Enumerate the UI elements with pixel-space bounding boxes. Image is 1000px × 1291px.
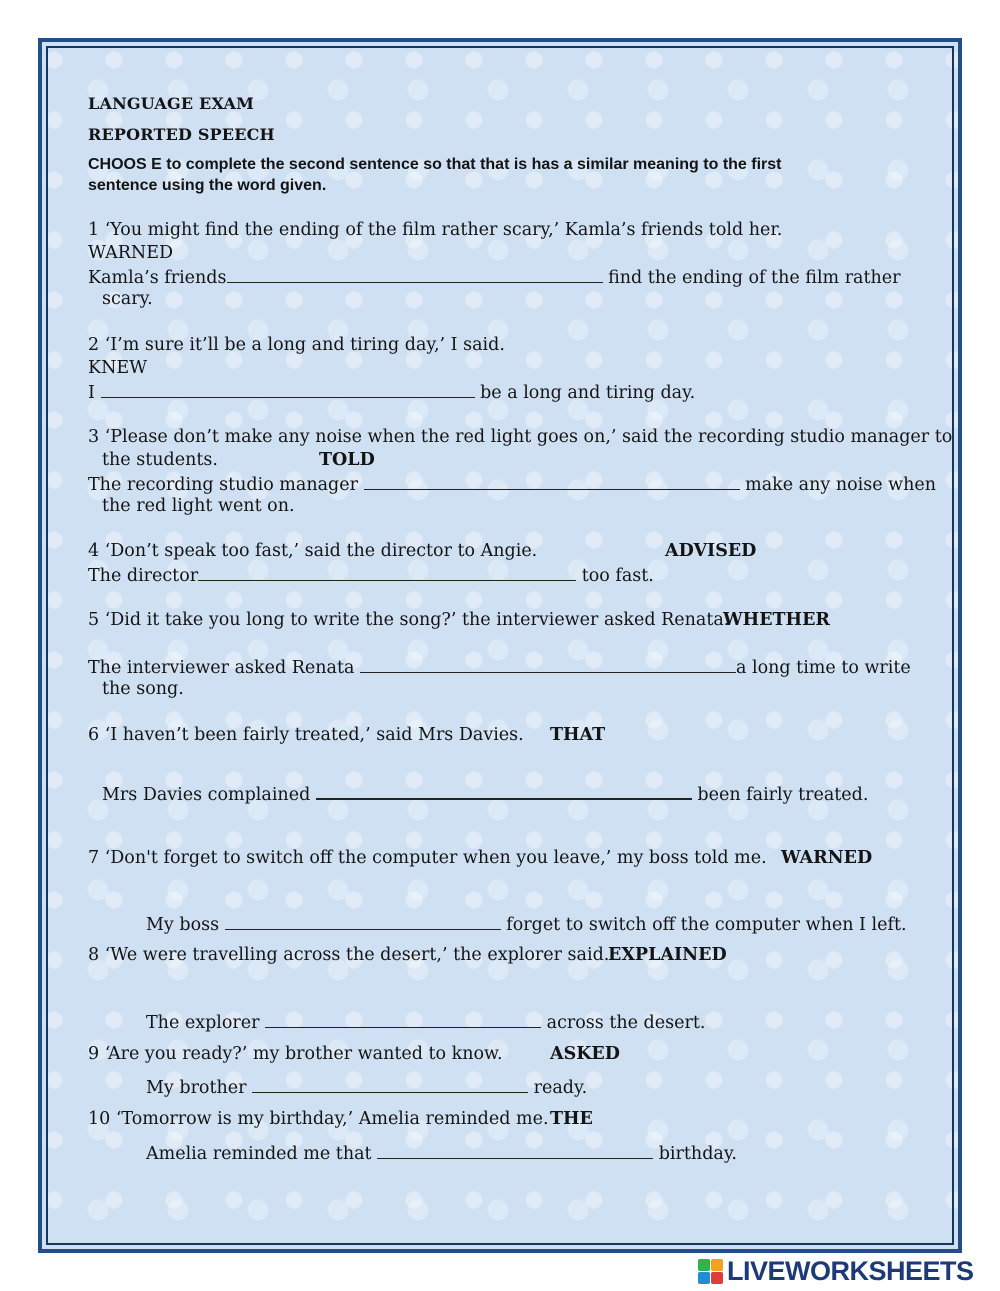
question-10-keyword: THE	[550, 1109, 593, 1129]
question-8-blank[interactable]	[265, 1013, 541, 1028]
question-8-answer-before: The explorer	[146, 1013, 260, 1033]
question-1-answer-before: Kamla’s friends	[88, 268, 227, 288]
question-7-answer-line	[146, 915, 907, 935]
question-8-answer-line	[146, 1013, 705, 1033]
question-6-keyword: THAT	[550, 725, 606, 745]
question-1-answer-after: find the ending of the film rather	[608, 268, 901, 288]
question-4-blank[interactable]	[198, 566, 576, 581]
question-3-keyword: TOLD	[319, 450, 375, 470]
question-10-answer-line	[146, 1144, 737, 1164]
question-6-blank[interactable]	[316, 784, 692, 800]
question-7-keyword: WARNED	[781, 848, 873, 868]
question-2-answer-before: I	[88, 383, 95, 403]
question-1-answer-line	[88, 268, 901, 288]
question-3-answer-before: The recording studio manager	[88, 475, 358, 495]
question-10-answer-after: birthday.	[658, 1144, 737, 1164]
liveworksheets-logo[interactable]	[698, 1257, 974, 1285]
question-5-blank[interactable]	[360, 658, 736, 673]
liveworksheets-icon	[698, 1259, 723, 1284]
question-6-prompt: 6 ‘I haven’t been fairly treated,’ said Mrs Davies.	[88, 725, 524, 745]
exam-subtitle: REPORTED SPEECH	[88, 125, 275, 144]
question-3-blank[interactable]	[364, 475, 740, 490]
question-1-answer-cont: scary.	[102, 289, 153, 309]
question-3-prompt: 3 ‘Please don’t make any noise when the red light goes on,’ said the recording studio manager to	[88, 427, 953, 447]
question-2-answer-line	[88, 383, 695, 403]
question-1-prompt: 1 ‘You might find the ending of the film rather scary,’ Kamla’s friends told her.	[88, 220, 783, 240]
question-5-prompt: 5 ‘Did it take you long to write the song?’ the interviewer asked Renata.	[88, 610, 730, 630]
question-10-prompt: 10 ‘Tomorrow is my birthday,’ Amelia reminded me.	[88, 1109, 549, 1129]
question-3-answer-cont: the red light went on.	[102, 496, 295, 516]
question-3-answer-after: make any noise when	[745, 475, 937, 495]
question-5-keyword: WHETHER	[723, 610, 830, 630]
question-2-keyword: KNEW	[88, 358, 148, 378]
question-9-prompt: 9 ‘Are you ready?’ my brother wanted to know.	[88, 1044, 503, 1064]
question-6-answer-after: been fairly treated.	[697, 785, 869, 805]
question-7-blank[interactable]	[225, 915, 501, 930]
question-7-answer-before: My boss	[146, 915, 220, 935]
question-5-answer-after: a long time to write	[736, 658, 911, 678]
question-4-prompt: 4 ‘Don’t speak too fast,’ said the director to Angie.	[88, 541, 538, 561]
question-4-answer-before: The director	[88, 566, 199, 586]
exam-title: LANGUAGE EXAM	[88, 94, 255, 113]
question-4-answer-after: too fast.	[581, 566, 654, 586]
question-3-answer-line	[88, 475, 936, 495]
question-6-answer-before: Mrs Davies complained	[102, 785, 311, 805]
question-5-answer-cont: the song.	[102, 679, 184, 699]
question-10-blank[interactable]	[377, 1144, 653, 1159]
question-8-answer-after: across the desert.	[546, 1013, 706, 1033]
question-2-answer-after: be a long and tiring day.	[480, 383, 696, 403]
instructions-line-2: sentence using the word given.	[88, 177, 327, 194]
question-2-prompt: 2 ‘I’m sure it’ll be a long and tiring day,’ I said.	[88, 335, 505, 355]
question-5-answer-line	[88, 658, 911, 678]
question-3-prompt-cont: the students.	[102, 450, 218, 470]
question-7-answer-after: forget to switch off the computer when I left.	[506, 915, 907, 935]
question-5-answer-before: The interviewer asked Renata	[88, 658, 355, 678]
question-1-blank[interactable]	[227, 268, 603, 283]
question-9-blank[interactable]	[252, 1078, 528, 1093]
question-4-keyword: ADVISED	[665, 541, 757, 561]
question-10-answer-before: Amelia reminded me that	[146, 1144, 372, 1164]
question-8-keyword: EXPLAINED	[608, 945, 727, 965]
instructions-line-1: CHOOS E to complete the second sentence so that that is has a similar meaning to the first	[88, 156, 782, 173]
question-6-answer-line	[102, 784, 868, 805]
question-9-answer-line	[146, 1078, 587, 1098]
question-4-answer-line	[88, 566, 654, 586]
question-8-prompt: 8 ‘We were travelling across the desert,’ the explorer said.	[88, 945, 610, 965]
brand-name: LIVEWORKSHEETS	[727, 1255, 974, 1286]
question-9-answer-before: My brother	[146, 1078, 247, 1098]
question-9-keyword: ASKED	[550, 1044, 620, 1064]
question-2-blank[interactable]	[101, 383, 475, 398]
question-7-prompt: 7 ‘Don't forget to switch off the computer when you leave,’ my boss told me.	[88, 848, 767, 868]
question-9-answer-after: ready.	[533, 1078, 588, 1098]
question-1-keyword: WARNED	[88, 243, 174, 263]
